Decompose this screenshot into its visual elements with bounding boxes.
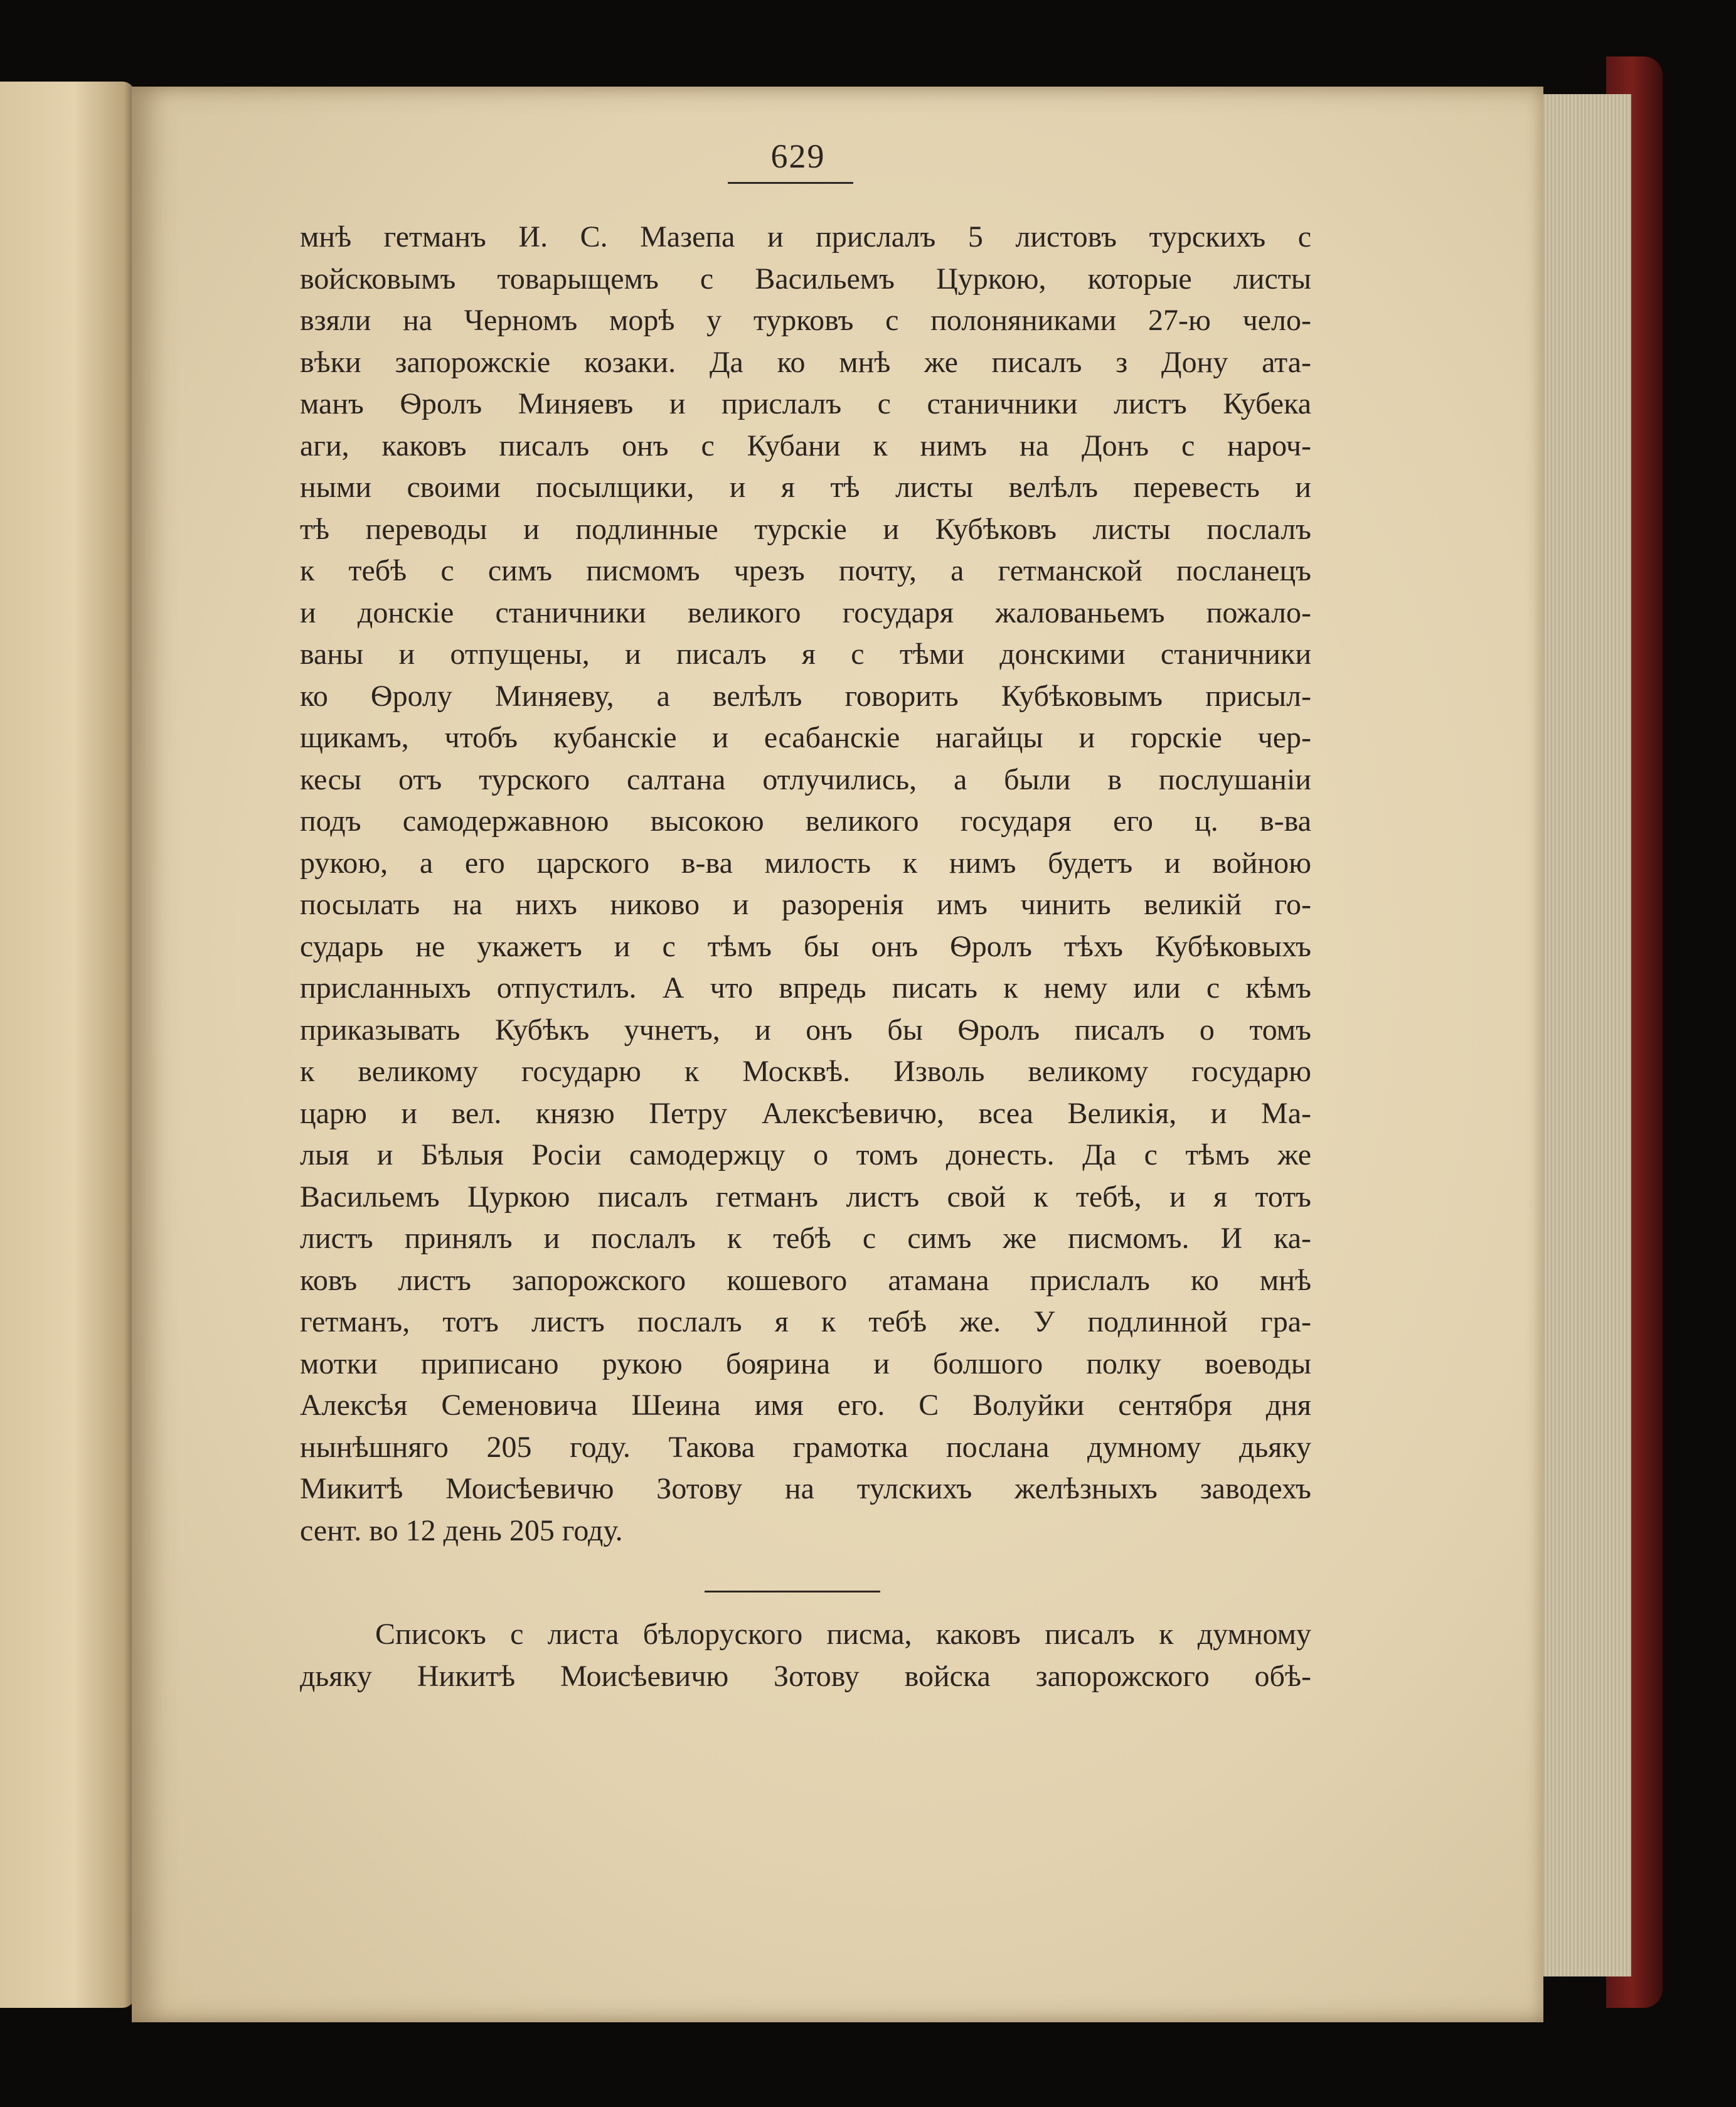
page-number: 629 bbox=[770, 137, 826, 175]
text-line: к тебѣ с симъ писмомъ чрезъ почту, а гетманской посланецъ bbox=[300, 554, 1311, 587]
text-line: Списокъ с листа бѣлоруского писма, каковъ писалъ к думному bbox=[375, 1618, 1311, 1651]
text-line: присланныхъ отпустилъ. А что впредь писать к нему или с кѣмъ bbox=[300, 971, 1311, 1005]
text-line: сент. во 12 день 205 году. bbox=[300, 1513, 623, 1547]
text-line: тѣ переводы и подлинные турскіе и Кубѣковъ листы послалъ bbox=[300, 512, 1311, 546]
page-number-rule bbox=[728, 182, 853, 184]
text-line: посылать на нихъ никово и разоренія имъ чинить великій го- bbox=[300, 888, 1311, 921]
text-line: ко Ѳролу Миняеву, а велѣлъ говорить Кубѣковымъ присыл- bbox=[300, 679, 1311, 713]
text-line: войсковымъ товарыщемъ с Васильемъ Цуркою, которые листы bbox=[300, 262, 1311, 296]
text-line: Васильемъ Цуркою писалъ гетманъ листъ свой к тебѣ, и я тотъ bbox=[300, 1180, 1311, 1214]
next-document-text bbox=[300, 1614, 1311, 1697]
text-line: приказывать Кубѣкъ учнетъ, и онъ бы Ѳролъ писалъ о томъ bbox=[300, 1013, 1311, 1047]
text-line: ными своими посылщики, и я тѣ листы велѣлъ перевесть и bbox=[300, 471, 1311, 504]
text-line: ковъ листъ запорожского кошевого атамана прислалъ ко мнѣ bbox=[300, 1263, 1311, 1297]
left-page-edge bbox=[0, 82, 135, 2008]
text-line: щикамъ, чтобъ кубанскіе и есабанскіе нагайцы и горскіе чер- bbox=[300, 721, 1311, 754]
text-line: сударь не укажетъ и с тѣмъ бы онъ Ѳролъ тѣхъ Кубѣковыхъ bbox=[300, 929, 1311, 963]
text-line: взяли на Черномъ морѣ у турковъ с полоняниками 27-ю чело- bbox=[300, 304, 1311, 337]
body-text bbox=[300, 216, 1311, 1552]
text-line: рукою, а его царского в-ва милость к нимъ будетъ и войною bbox=[300, 846, 1311, 880]
text-line: аги, каковъ писалъ онъ с Кубани к нимъ на Донъ с нароч- bbox=[300, 429, 1311, 462]
text-line: подъ самодержавною высокою великого государя его ц. в-ва bbox=[300, 804, 1311, 838]
text-line: и донскіе станичники великого государя жалованьемъ пожало- bbox=[300, 595, 1311, 629]
text-line: вѣки запорожскіе козаки. Да ко мнѣ же писалъ з Дону ата- bbox=[300, 345, 1311, 379]
section-divider bbox=[705, 1591, 880, 1592]
text-line: мнѣ гетманъ И. С. Мазепа и прислалъ 5 листовъ турскихъ с bbox=[300, 220, 1311, 253]
text-line: манъ Ѳролъ Миняевъ и прислалъ с станичники листъ Кубека bbox=[300, 387, 1311, 420]
text-line: гетманъ, тотъ листъ послалъ я к тебѣ же. У подлинной гра- bbox=[300, 1305, 1311, 1338]
page-stack-edge bbox=[1531, 94, 1631, 1976]
text-line: ваны и отпущены, и писалъ я с тѣми донскими станичники bbox=[300, 637, 1311, 671]
text-line: Алексѣя Семеновича Шеина имя его. С Волуйки сентября дня bbox=[300, 1389, 1311, 1422]
text-line: листъ принялъ и послалъ к тебѣ с симъ же писмомъ. И ка- bbox=[300, 1222, 1311, 1255]
text-line: лыя и Бѣлыя Росіи самодержцу о томъ донесть. Да с тѣмъ же bbox=[300, 1138, 1311, 1171]
text-line: дьяку Никитѣ Моисѣевичю Зотову войска запорожского обѣ- bbox=[300, 1659, 1311, 1693]
text-line: кесы отъ турского салтана отлучились, а были в послушаніи bbox=[300, 762, 1311, 796]
text-line: нынѣшняго 205 году. Такова грамотка послана думному дьяку bbox=[300, 1430, 1311, 1464]
text-line: царю и вел. князю Петру Алексѣевичю, всеа Великія, и Ма- bbox=[300, 1096, 1311, 1130]
text-line: Микитѣ Моисѣевичю Зотову на тулскихъ желѣзныхъ заводехъ bbox=[300, 1472, 1311, 1505]
text-line: к великому государю к Москвѣ. Изволь великому государю bbox=[300, 1055, 1311, 1088]
text-line: мотки приписано рукою боярина и болшого полку воеводы bbox=[300, 1347, 1311, 1380]
